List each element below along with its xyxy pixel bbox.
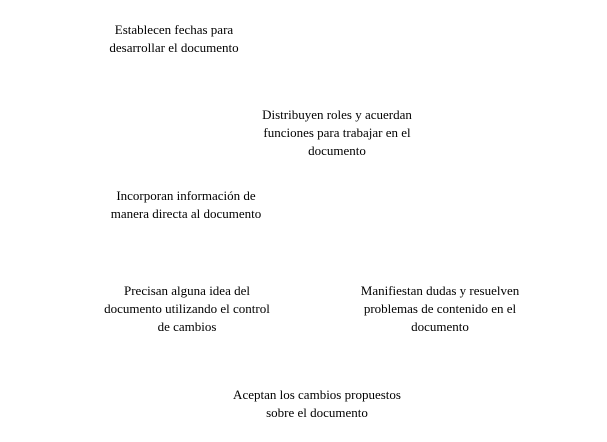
step-text-line: documento utilizando el control <box>104 301 270 316</box>
step-manifiestan-dudas <box>361 282 519 336</box>
step-distribuyen-roles <box>262 106 412 160</box>
step-text-line: Incorporan información de <box>116 188 256 203</box>
step-precisan-idea <box>104 282 270 336</box>
step-text-line: documento <box>411 319 469 334</box>
step-aceptan-cambios <box>233 386 401 422</box>
step-text-line: de cambios <box>157 319 217 334</box>
step-text-line: documento <box>308 143 366 158</box>
step-text-line: Precisan alguna idea del <box>124 283 250 298</box>
step-text-line: manera directa al documento <box>110 206 262 221</box>
step-incorporan-informacion <box>111 187 262 223</box>
step-text-line: Distribuyen roles y acuerdan <box>262 107 412 122</box>
step-text-line: problemas de contenido en el <box>363 301 517 316</box>
step-text-line: sobre el documento <box>266 405 368 420</box>
step-text-line: Aceptan los cambios propuestos <box>233 387 401 402</box>
step-text-line: funciones para trabajar en el <box>263 125 411 140</box>
step-text-line: Establecen fechas para <box>114 22 234 37</box>
step-text-line: Manifiestan dudas y resuelven <box>360 283 520 298</box>
step-text-line: desarrollar el documento <box>109 40 239 55</box>
step-establecen-fechas <box>109 21 238 57</box>
